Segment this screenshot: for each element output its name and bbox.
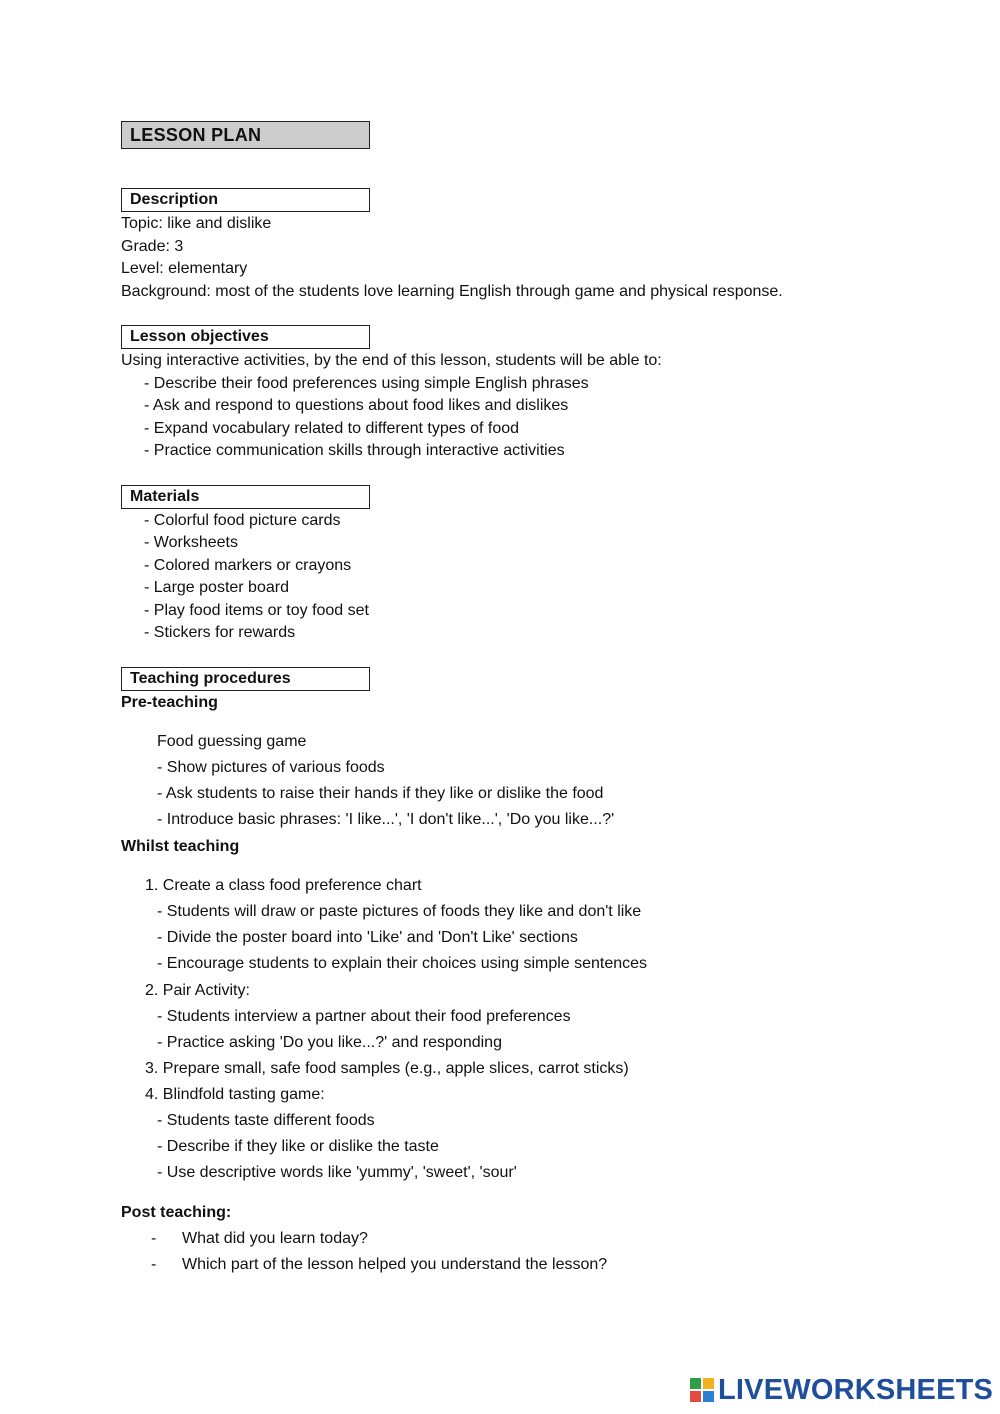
material-item: - Stickers for rewards [144, 624, 296, 641]
objective-item: - Describe their food preferences using simple English phrases [144, 375, 589, 392]
whilst-teaching-heading: Whilst teaching [121, 838, 240, 855]
whilst-teaching-item: - Divide the poster board into 'Like' and 'Don't Like' sections [157, 929, 578, 946]
material-item: - Large poster board [144, 579, 289, 596]
post-teaching-question: What did you learn today? [182, 1230, 368, 1247]
objectives-heading: Lesson objectives [121, 325, 370, 349]
pre-teaching-item: - Show pictures of various foods [157, 759, 385, 776]
pre-teaching-item: - Ask students to raise their hands if they like or dislike the food [157, 785, 604, 802]
whilst-teaching-item: - Describe if they like or dislike the taste [157, 1138, 439, 1155]
background-line: Background: most of the students love learning English through game and physical response. [121, 283, 783, 300]
objective-item: - Expand vocabulary related to different types of food [144, 420, 520, 437]
liveworksheets-logo-icon [690, 1378, 714, 1402]
material-item: - Play food items or toy food set [144, 602, 369, 619]
whilst-teaching-item: 4. Blindfold tasting game: [145, 1086, 325, 1103]
description-heading: Description [121, 188, 370, 212]
whilst-teaching-item: - Students interview a partner about their food preferences [157, 1008, 571, 1025]
whilst-teaching-item: - Students taste different foods [157, 1112, 375, 1129]
materials-heading: Materials [121, 485, 370, 509]
post-teaching-dash: - [151, 1230, 157, 1247]
objective-item: - Ask and respond to questions about food likes and dislikes [144, 397, 569, 414]
procedures-heading: Teaching procedures [121, 667, 370, 691]
pre-teaching-heading: Pre-teaching [121, 694, 218, 711]
pre-teaching-item: Food guessing game [157, 733, 307, 750]
lesson-plan-title: LESSON PLAN [121, 121, 370, 149]
post-teaching-heading: Post teaching: [121, 1204, 232, 1221]
whilst-teaching-item: - Practice asking 'Do you like...?' and responding [157, 1034, 502, 1051]
post-teaching-dash: - [151, 1256, 157, 1273]
pre-teaching-item: - Introduce basic phrases: 'I like...', 'I don't like...', 'Do you like...?' [157, 811, 615, 828]
post-teaching-question: Which part of the lesson helped you understand the lesson? [182, 1256, 608, 1273]
objectives-intro: Using interactive activities, by the end of this lesson, students will be able to: [121, 352, 662, 369]
grade-line: Grade: 3 [121, 238, 184, 255]
whilst-teaching-item: 3. Prepare small, safe food samples (e.g., apple slices, carrot sticks) [145, 1060, 629, 1077]
level-line: Level: elementary [121, 260, 248, 277]
whilst-teaching-item: - Use descriptive words like 'yummy', 'sweet', 'sour' [157, 1164, 517, 1181]
whilst-teaching-item: 1. Create a class food preference chart [145, 877, 422, 894]
whilst-teaching-item: - Encourage students to explain their choices using simple sentences [157, 955, 648, 972]
liveworksheets-logo [690, 1374, 993, 1406]
whilst-teaching-item: - Students will draw or paste pictures of foods they like and don't like [157, 903, 642, 920]
whilst-teaching-item: 2. Pair Activity: [145, 982, 250, 999]
material-item: - Worksheets [144, 534, 238, 551]
objective-item: - Practice communication skills through interactive activities [144, 442, 565, 459]
topic-line: Topic: like and dislike [121, 215, 272, 232]
liveworksheets-logo-text: LIVEWORKSHEETS [718, 1373, 994, 1406]
material-item: - Colorful food picture cards [144, 512, 341, 529]
material-item: - Colored markers or crayons [144, 557, 352, 574]
